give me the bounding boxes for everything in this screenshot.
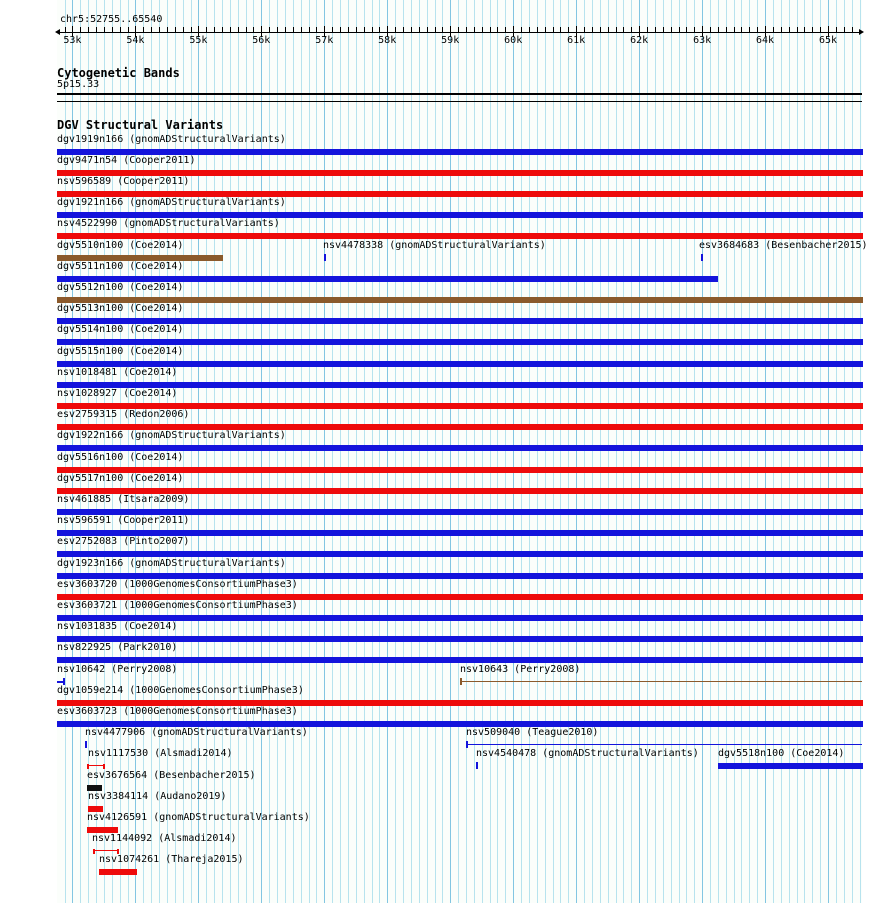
ruler-minor-tick [647,27,648,32]
ruler-minor-tick [584,27,585,32]
ruler-minor-tick [710,27,711,32]
variant-glyph-bar[interactable] [57,657,863,663]
variant-label[interactable]: nsv1074261 (Thareja2015) [99,854,244,866]
ruler-minor-tick [348,27,349,32]
variant-label[interactable]: nsv1028927 (Coe2014) [57,387,178,399]
ruler-minor-tick [836,27,837,32]
ruler-minor-tick [340,27,341,32]
ruler-minor-tick [253,27,254,32]
ruler-minor-tick [167,27,168,32]
variant-label[interactable]: esv3676564 (Besenbacher2015) [87,769,256,781]
ruler-minor-tick [442,27,443,32]
variant-glyph-bracket[interactable] [117,849,119,854]
variant-glyph-bar[interactable] [57,318,863,324]
variant-glyph-bar[interactable] [57,212,863,218]
ruler-minor-tick [301,27,302,32]
variant-glyph-tick[interactable] [476,762,478,769]
ruler-minor-tick [482,27,483,32]
ruler-minor-tick [466,27,467,32]
ruler-minor-tick [238,27,239,32]
ruler-minor-tick [655,27,656,32]
ruler-minor-tick [230,27,231,32]
variant-glyph-bar[interactable] [57,424,863,430]
ruler-minor-tick [671,27,672,32]
ruler-tick-label: 53k [63,35,82,46]
variant-glyph-bar[interactable] [57,530,863,536]
ruler-minor-tick [844,27,845,32]
variant-label[interactable]: esv2759315 (Redon2006) [57,409,190,421]
variant-label[interactable]: nsv10643 (Perry2008) [460,663,581,675]
variant-label[interactable]: esv3603720 (1000GenomesConsortiumPhase3) [57,578,298,590]
ruler-tick-label: 64k [755,35,775,46]
ruler-tick-label: 59k [441,35,460,46]
variant-glyph-bar[interactable] [57,700,863,706]
variant-glyph-bar[interactable] [57,276,718,282]
ruler-minor-tick [623,27,624,32]
ruler-minor-tick [143,27,144,32]
variant-glyph-line-r[interactable] [63,678,65,685]
ruler-tick-label: 57k [315,35,334,46]
variant-glyph-line-l[interactable] [460,678,462,685]
variant-label[interactable]: dgv1921n166 (gnomADStructuralVariants) [57,197,286,209]
ruler-tick-label: 61k [567,35,586,46]
variant-glyph-bar[interactable] [57,233,863,239]
variant-glyph-bar[interactable] [57,339,863,345]
variant-label[interactable]: dgv5511n100 (Coe2014) [57,260,184,272]
variant-glyph-tick[interactable] [85,741,87,748]
ruler-minor-tick [789,27,790,32]
ruler-minor-tick [474,27,475,32]
ruler-tick-label: 60k [504,35,523,46]
variant-label[interactable]: dgv1922n166 (gnomADStructuralVariants) [57,430,286,442]
variant-label[interactable]: dgv9471n54 (Cooper2011) [57,154,196,166]
variant-glyph-bar[interactable] [57,149,863,155]
variant-label[interactable]: nsv4478338 (gnomADStructuralVariants) [323,239,546,251]
ruler-minor-tick [80,27,81,32]
cytogenetic-band-label: 5p15.33 [57,79,100,90]
ruler-minor-tick [206,27,207,32]
ruler-minor-tick [490,27,491,32]
ruler-minor-tick [120,27,121,32]
ruler-minor-tick [411,27,412,32]
ruler-minor-tick [773,27,774,32]
variant-glyph-bar[interactable] [87,827,118,833]
ruler-minor-tick [419,27,420,32]
ruler-minor-tick [222,27,223,32]
variant-label[interactable]: dgv5515n100 (Coe2014) [57,345,184,357]
ruler-minor-tick [631,27,632,32]
ruler-minor-tick [592,27,593,32]
ruler-minor-tick [537,27,538,32]
variant-glyph-bar[interactable] [99,869,137,875]
variant-label[interactable]: nsv10642 (Perry2008) [57,663,178,675]
ruler-minor-tick [112,27,113,32]
ruler-minor-tick [191,27,192,32]
ruler-minor-tick [458,27,459,32]
ruler-minor-tick [521,27,522,32]
variant-label[interactable]: nsv509040 (Teague2010) [466,727,599,739]
variant-label[interactable]: dgv5512n100 (Coe2014) [57,281,184,293]
variant-glyph-bracket[interactable] [87,764,89,769]
variant-label[interactable]: dgv5510n100 (Coe2014) [57,239,184,251]
variant-glyph-bracket[interactable] [93,850,119,851]
variant-glyph-bar[interactable] [57,615,863,621]
ruler-right-arrow-icon [859,29,864,35]
ruler-minor-tick [104,27,105,32]
cytogenetic-band-top-line [57,93,862,95]
variant-label[interactable]: nsv4126591 (gnomADStructuralVariants) [87,811,310,823]
ruler-minor-tick [852,27,853,32]
ruler-minor-tick [379,27,380,32]
ruler-tick-label: 58k [378,35,397,46]
ruler-minor-tick [269,27,270,32]
ruler-minor-tick [757,27,758,32]
ruler-minor-tick [364,27,365,32]
ruler-tick-label: 54k [126,35,145,46]
ruler-minor-tick [88,27,89,32]
ruler-minor-tick [797,27,798,32]
ruler-minor-tick [679,27,680,32]
variant-label[interactable]: nsv1117530 (Alsmadi2014) [88,748,233,760]
ruler-minor-tick [151,27,152,32]
variant-label[interactable]: esv3603723 (1000GenomesConsortiumPhase3) [57,705,298,717]
variant-label[interactable]: nsv4522990 (gnomADStructuralVariants) [57,218,280,230]
ruler-minor-tick [214,27,215,32]
region-label: chr5:52755..65540 [60,14,163,25]
ruler-minor-tick [505,27,506,32]
ruler-minor-tick [718,27,719,32]
ruler-minor-tick [608,27,609,32]
variant-label[interactable]: nsv4477906 (gnomADStructuralVariants) [85,727,308,739]
variant-label[interactable]: dgv5518n100 (Coe2014) [718,748,845,760]
variant-glyph-bar[interactable] [87,785,102,791]
ruler-minor-tick [427,27,428,32]
ruler-minor-tick [529,27,530,32]
variant-label[interactable]: dgv5516n100 (Coe2014) [57,451,184,463]
variant-glyph-bar[interactable] [57,191,863,197]
variant-glyph-bar[interactable] [718,763,863,769]
variant-glyph-bar[interactable] [88,806,103,812]
variant-glyph-bar[interactable] [57,403,863,409]
ruler-minor-tick [553,27,554,32]
variant-glyph-bar[interactable] [57,170,863,176]
variant-glyph-line-l[interactable] [460,681,862,682]
variant-label[interactable]: nsv4540478 (gnomADStructuralVariants) [476,748,699,760]
variant-label[interactable]: nsv1018481 (Coe2014) [57,366,178,378]
ruler-minor-tick [560,27,561,32]
variant-label[interactable]: dgv1059e214 (1000GenomesConsortiumPhase3) [57,684,304,696]
variant-glyph-bar[interactable] [57,573,863,579]
ruler-minor-tick [600,27,601,32]
ruler-tick-label: 55k [189,35,208,46]
variant-glyph-bar[interactable] [57,594,863,600]
ruler-minor-tick [726,27,727,32]
ruler-minor-tick [159,27,160,32]
variant-glyph-bar[interactable] [57,467,863,473]
variant-glyph-line-l[interactable] [466,741,468,748]
ruler-minor-tick [812,27,813,32]
variant-label[interactable]: dgv5514n100 (Coe2014) [57,324,184,336]
ruler-minor-tick [741,27,742,32]
ruler-minor-tick [356,27,357,32]
variant-glyph-bracket[interactable] [103,764,105,769]
variant-glyph-bar[interactable] [57,509,863,515]
ruler-minor-tick [285,27,286,32]
variant-label[interactable]: dgv5513n100 (Coe2014) [57,303,184,315]
ruler-minor-tick [749,27,750,32]
ruler-minor-tick [686,27,687,32]
ruler-minor-tick [497,27,498,32]
ruler-minor-tick [332,27,333,32]
variant-glyph-bar[interactable] [57,255,223,261]
variant-glyph-bar[interactable] [57,382,863,388]
ruler-minor-tick [616,27,617,32]
variant-label[interactable]: esv3603721 (1000GenomesConsortiumPhase3) [57,599,298,611]
variant-glyph-bar[interactable] [57,721,863,727]
ruler-minor-tick [128,27,129,32]
ruler-minor-tick [293,27,294,32]
ruler-minor-tick [183,27,184,32]
variant-label[interactable]: nsv822925 (Park2010) [57,642,178,654]
ruler-minor-tick [403,27,404,32]
ruler-minor-tick [316,27,317,32]
ruler-minor-tick [435,27,436,32]
ruler-minor-tick [545,27,546,32]
ruler-minor-tick [804,27,805,32]
variant-glyph-bar[interactable] [57,445,863,451]
ruler-line [59,32,859,33]
ruler-minor-tick [175,27,176,32]
variant-glyph-bar[interactable] [57,297,863,303]
ruler-tick-label: 63k [693,35,712,46]
variant-glyph-tick[interactable] [324,254,326,261]
variant-glyph-bracket[interactable] [93,849,95,854]
variant-label[interactable]: nsv596591 (Cooper2011) [57,515,190,527]
variant-label[interactable]: esv2752083 (Pinto2007) [57,536,190,548]
ruler-minor-tick [663,27,664,32]
ruler-minor-tick [781,27,782,32]
cytogenetic-band-bottom-line [57,101,862,102]
ruler-minor-tick [277,27,278,32]
variant-label[interactable]: dgv1919n166 (gnomADStructuralVariants) [57,133,286,145]
ruler-tick-label: 62k [630,35,649,46]
cytogenetic-bands-header: Cytogenetic Bands [57,66,180,80]
ruler-minor-tick [568,27,569,32]
ruler-minor-tick [395,27,396,32]
variant-glyph-line-l[interactable] [466,744,862,745]
variant-glyph-bar[interactable] [57,488,863,494]
ruler-minor-tick [372,27,373,32]
variant-glyph-bar[interactable] [57,636,863,642]
variant-label[interactable]: esv3684683 (Besenbacher2015) [699,239,868,251]
variant-label[interactable]: nsv596589 (Cooper2011) [57,175,190,187]
variant-glyph-bar[interactable] [57,551,863,557]
variant-label[interactable]: nsv461885 (Itsara2009) [57,493,190,505]
variant-glyph-tick[interactable] [701,254,703,261]
ruler-minor-tick [820,27,821,32]
ruler-minor-tick [734,27,735,32]
ruler-tick-label: 56k [252,35,271,46]
variant-label[interactable]: nsv1031835 (Coe2014) [57,621,178,633]
ruler-minor-tick [309,27,310,32]
variant-label[interactable]: dgv5517n100 (Coe2014) [57,472,184,484]
variant-label[interactable]: nsv3384114 (Audano2019) [88,790,227,802]
ruler-minor-tick [246,27,247,32]
ruler-minor-tick [96,27,97,32]
variant-label[interactable]: nsv1144092 (Alsmadi2014) [92,833,237,845]
ruler-tick-label: 65k [818,35,838,46]
ruler-minor-tick [65,27,66,32]
variant-label[interactable]: dgv1923n166 (gnomADStructuralVariants) [57,557,286,569]
dgv-track-header: DGV Structural Variants [57,118,224,132]
variant-glyph-bar[interactable] [57,361,863,367]
ruler-minor-tick [694,27,695,32]
